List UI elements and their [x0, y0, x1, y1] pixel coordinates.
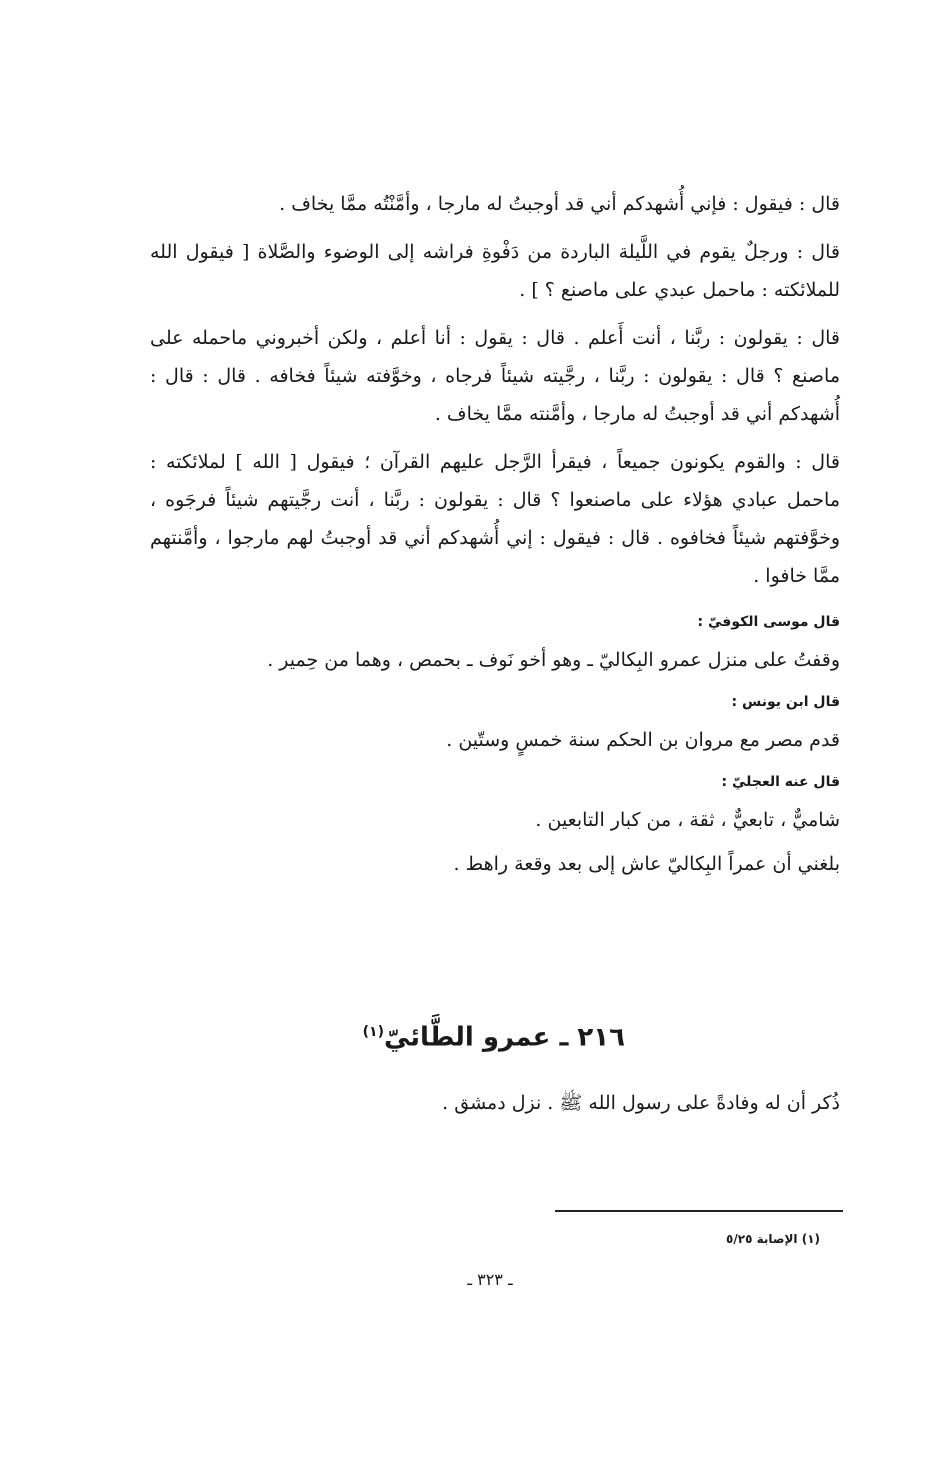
footnote-marker: (١) [362, 1024, 384, 1040]
bio-line-2: قدم مصر مع مروان بن الحكم سنة خمسٍ وستّين . [446, 729, 840, 751]
paragraph-3: قال : يقولون : ربَّنا ، أنت أَعلم . قال : يقول : أنا أعلم ، ولكن أخبروني ماحمله على ماصنع ؟ قال : يقولون : ربَّنا ، رجَّيته شيئاً فرجاه ، وخوَّفته شيئاً فخافه . قال : قال : أُشهدكم أني قد أوجبتُ له مارجا ، وأمَّنته ممَّا يخاف . [150, 327, 840, 425]
entry-title [150, 1012, 625, 1058]
bio-heading-2: قال ابن يونس : [731, 694, 840, 710]
paragraph-1: قال : فيقول : فإني أُشهدكم أني قد أوجبتُ له مارجا ، وأمَّنْتُه ممَّا يخاف . [279, 193, 840, 215]
bio-line-3: شاميٌّ ، تابعيٌّ ، ثقة ، من كبار التابعين . [535, 809, 840, 831]
paragraph-4: قال : والقوم يكونون جميعاً ، فيقرأ الرَّجل عليهم القرآن ؛ فيقول [ الله ] لملائكته : ماحمل عبادي هؤلاء على ماصنعوا ؟ قال : يقولون : ربَّنا ، أنت رجَّيتهم شيئاً فرجَوه ، وخوَّفتهم شيئاً فخافوه . قال : فيقول : إني أُشهدكم أني قد أوجبتُ لهم مارجوا ، وأمَّنتهم ممَّا خافوا . [150, 451, 840, 587]
bio-heading-1: قال موسى الكوفيّ : [697, 614, 840, 630]
paragraph-2: قال : ورجلٌ يقوم في اللَّيلة الباردة من دَفْوةِ فراشه إلى الوضوء والصَّلاة [ فيقول الله للملائكته : ماحمل عبدي على ماصنع ؟ ] . [150, 241, 840, 301]
entry-body: ذُكر أن له وفادةً على رسول الله ﷺ . نزل دمشق . [442, 1092, 840, 1114]
footnote-divider [555, 1210, 843, 1212]
page-number: ـ ٣٢٣ ـ [467, 1270, 513, 1289]
footnote: (١) الإصابة ٥/٢٥ [726, 1232, 820, 1246]
bio-line-1: وقفتُ على منزل عمرو البِكاليّ ـ وهو أخو نَوف ـ بحمص ، وهما من حِمير . [267, 649, 840, 671]
bio-heading-3: قال عنه العجليّ : [721, 774, 840, 790]
bio-line-4: بلغني أن عمراً البِكاليّ عاش إلى بعد وقعة راهط . [453, 853, 840, 875]
entry-title-text: ٢١٦ ـ عمرو الطَّائيّ [383, 1022, 625, 1053]
main-text [150, 185, 840, 893]
